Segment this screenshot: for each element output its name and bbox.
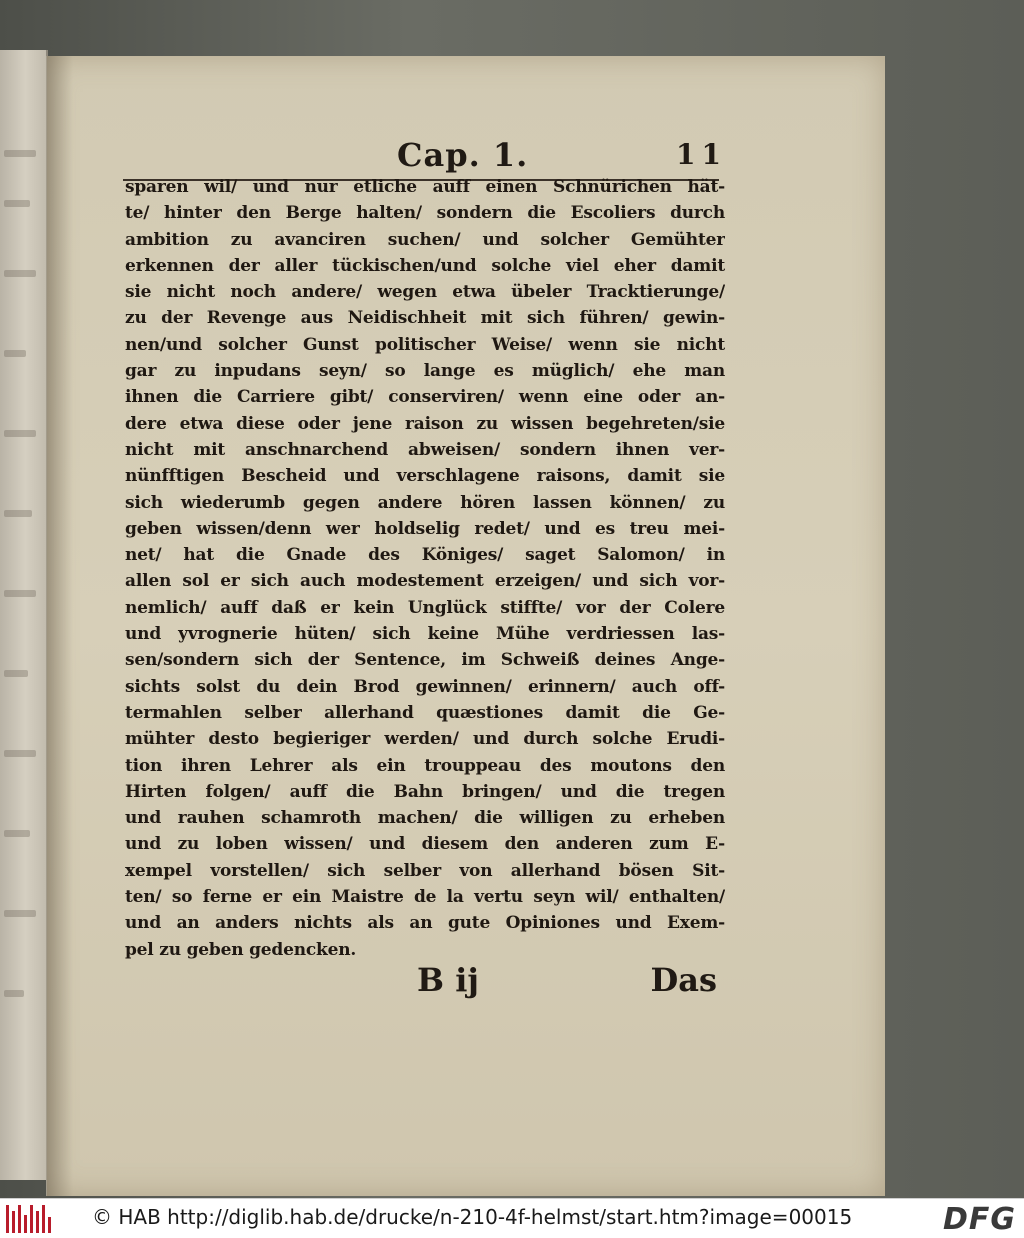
text-line: termahlen selber allerhand quæstiones damit die Ge- xyxy=(125,702,725,723)
text-line: te/ hinter den Berge halten/ sondern die Escoliers durch xyxy=(125,203,725,224)
page-number: 11 xyxy=(676,138,727,171)
text-line: ihnen die Carriere gibt/ conserviren/ wenn eine oder an- xyxy=(125,387,725,408)
text-line: sich wiederumb gegen andere hören lassen können/ zu xyxy=(125,492,725,513)
viewer-footer xyxy=(0,1198,1024,1238)
bleed-through-mark xyxy=(4,750,36,757)
bleed-through-mark xyxy=(4,150,36,157)
text-line: ambition zu avanciren suchen/ und solcher Gemühter xyxy=(125,229,725,250)
text-line: sichts solst du dein Brod gewinnen/ erinnern/ auch off- xyxy=(125,676,725,697)
text-line: nen/und solcher Gunst politischer Weise/ wenn sie nicht xyxy=(125,334,725,355)
text-line: gar zu inpudans seyn/ so lange es müglich/ ehe man xyxy=(125,361,725,382)
bleed-through-mark xyxy=(4,270,36,277)
text-line: Hirten folgen/ auff die Bahn bringen/ und die tregen xyxy=(125,781,725,802)
bleed-through-mark xyxy=(4,990,24,997)
running-title: Cap. 1. xyxy=(397,136,529,174)
text-line: nicht mit anschnarchend abweisen/ sondern ihnen ver- xyxy=(125,439,725,460)
text-line: mühter desto begieriger werden/ und durch solche Erudi- xyxy=(125,729,725,750)
bleed-through-mark xyxy=(4,830,30,837)
text-line: tion ihren Lehrer als ein trouppeau des moutons den xyxy=(125,755,725,776)
text-line: und rauhen schamroth machen/ die willigen zu erheben xyxy=(125,808,725,829)
text-line: ten/ so ferne er ein Maistre de la vertu seyn wil/ enthalten/ xyxy=(125,887,725,908)
text-line: dere etwa diese oder jene raison zu wissen begehreten/sie xyxy=(125,413,725,434)
signature-mark: B ij xyxy=(417,961,479,999)
book-page xyxy=(46,56,885,1196)
bleed-through-mark xyxy=(4,430,36,437)
text-line: sie nicht noch andere/ wegen etwa übeler Tracktierunge/ xyxy=(125,282,725,303)
bleed-through-mark xyxy=(4,910,36,917)
spine-shadow xyxy=(47,56,73,1196)
text-line: nemlich/ auff daß er kein Unglück stiffte/ vor der Colere xyxy=(125,597,725,618)
previous-page-edge xyxy=(0,50,48,1180)
bleed-through-mark xyxy=(4,350,26,357)
text-line: erkennen der aller tückischen/und solche viel eher damit xyxy=(125,255,725,276)
text-line: geben wissen/denn wer holdselig redet/ und es treu mei- xyxy=(125,518,725,539)
text-line: nünfftigen Bescheid und verschlagene raisons, damit sie xyxy=(125,466,725,487)
text-line: zu der Revenge aus Neidischheit mit sich führen/ gewin- xyxy=(125,308,725,329)
bleed-through-mark xyxy=(4,510,32,517)
text-line: sparen wil/ und nur etliche auff einen Schnürichen hät- xyxy=(125,177,725,197)
body-text xyxy=(125,174,725,963)
text-line: und yvrognerie hüten/ sich keine Mühe verdriessen las- xyxy=(125,624,725,645)
dfg-logo: DFG xyxy=(942,1202,1016,1237)
text-line: und zu loben wissen/ und diesem den anderen zum E- xyxy=(125,834,725,855)
page-header xyxy=(347,136,727,178)
text-line: allen sol er sich auch modestement erzeigen/ und sich vor- xyxy=(125,571,725,592)
copyright-link[interactable]: © HAB http://diglib.hab.de/drucke/n-210-4f-helmst/start.htm?image=00015 xyxy=(92,1205,853,1229)
bleed-through-mark xyxy=(4,590,36,597)
text-line: xempel vorstellen/ sich selber von allerhand bösen Sit- xyxy=(125,860,725,881)
text-line: und an anders nichts als an gute Opiniones und Exem- xyxy=(125,913,725,934)
bleed-through-mark xyxy=(4,200,30,207)
page-foot xyxy=(417,961,717,1001)
text-line: net/ hat die Gnade des Königes/ saget Salomon/ in xyxy=(125,545,725,566)
hab-logo-icon[interactable] xyxy=(6,1205,50,1233)
catchword: Das xyxy=(650,961,717,999)
text-line: sen/sondern sich der Sentence, im Schweiß deines Ange- xyxy=(125,650,725,671)
bleed-through-mark xyxy=(4,670,28,677)
text-line: pel zu geben gedencken. xyxy=(125,939,357,960)
